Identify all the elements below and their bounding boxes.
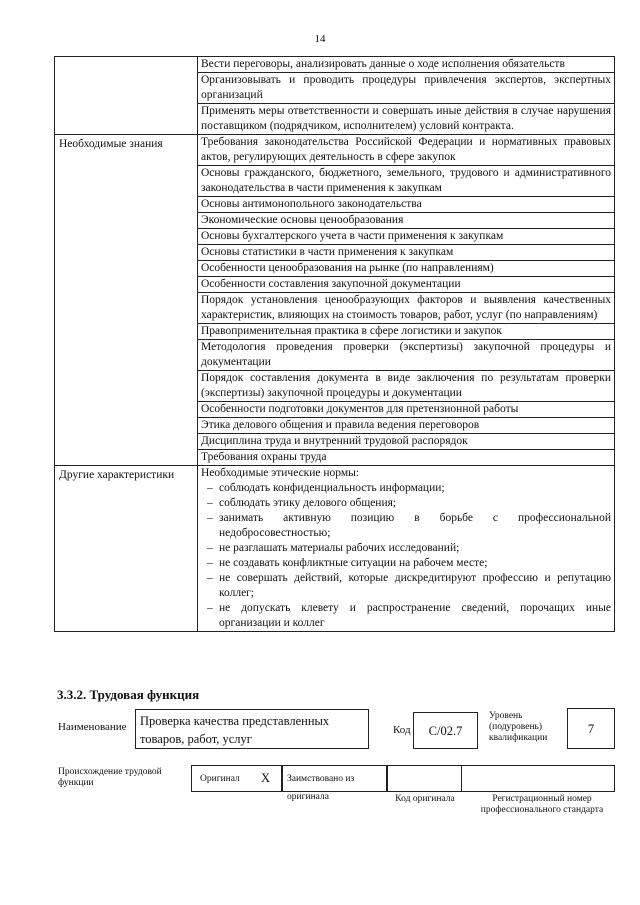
cell-text: Методология проведения проверки (экспертизы) закупочной процедуры и документации [201,341,611,368]
row-cell [198,135,615,166]
list-item-text: не разглашать материалы рабочих исследований; [219,542,460,554]
cell-text: Особенности ценообразования на рынке (по направлениям) [201,262,494,274]
cell-text: Особенности подготовки документов для претензионной работы [201,403,519,415]
code-value: C/02.7 [428,724,463,738]
row-cell [198,229,615,245]
original-box [191,765,282,792]
cell-text: Вести переговоры, анализировать данные о ходе исполнения обязательств [201,58,565,70]
list-item-text: занимать активную позицию в борьбе с профессиональной недобросовестностью; [219,512,611,539]
list-item [201,496,611,511]
ethics-intro: Необходимые этические нормы: [201,467,360,479]
level-value: 7 [587,722,595,736]
list-item [201,571,611,601]
row-cell [198,261,615,277]
row-cell [198,245,615,261]
list-item [201,601,611,631]
code-original-box [387,765,462,792]
row-cell [198,340,615,371]
cell-text: Дисциплина труда и внутренний трудовой распорядок [201,435,468,447]
row-label: Необходимые знания [55,135,198,466]
code-label: Код [393,724,411,736]
original-mark: X [261,771,271,785]
row-cell [198,418,615,434]
cell-text: Требования законодательства Российской Федерации и нормативных правовых актов, регулирующих деятельность в сфере закупок [201,136,611,163]
table-row [55,57,615,73]
row-cell [198,293,615,324]
reg-number-box [461,765,615,792]
dash-icon: – [207,512,213,524]
page-number: 14 [314,33,326,45]
cell-text: Порядок установления ценообразующих факторов и выявления качественных характеристик, влияющих на стоимость товаров, работ, услуг (по направлениям) [201,294,611,321]
row-cell [198,450,615,466]
list-item-text: не создавать конфликтные ситуации на рабочем месте; [219,557,488,569]
cell-text: Этика делового общения и правила ведения переговоров [201,419,480,431]
table-row [55,135,615,166]
row-cell [198,73,615,104]
requirements-table [54,56,615,632]
row-label: Другие характеристики [55,466,198,632]
list-item-text: не совершать действий, которые дискредитируют профессию и репутацию коллег; [219,572,611,599]
row-cell [198,277,615,293]
row-cell [198,197,615,213]
borrowed-label: Заимствовано из оригинала [287,774,355,802]
original-label: Оригинал [200,774,240,784]
reg-number-caption: Регистрационный номер профессионального стандарта [480,794,604,815]
row-cell [198,402,615,418]
cell-text: Особенности составления закупочной документации [201,278,461,290]
dash-icon: – [207,497,213,509]
row-cell [198,324,615,340]
row-cell [198,466,615,632]
cell-text: Основы антимонопольного законодательства [201,198,422,210]
code-original-caption: Код оригинала [395,794,455,804]
list-item [201,556,611,571]
level-box [567,708,615,749]
function-name-box [135,709,369,749]
cell-text: Порядок составления документа в виде заключения по результатам проверки (экспертизы) закупочной процедуры и документации [201,372,611,399]
list-item-text: соблюдать этику делового общения; [219,497,397,509]
list-item-text: соблюдать конфиденциальность информации; [219,482,445,494]
row-cell [198,166,615,197]
list-item-text: не допускать клевету и распространение сведений, порочащих иные организации и коллег [219,602,611,629]
cell-text: Организовывать и проводить процедуры привлечения экспертов, экспертных организаций [201,74,611,101]
cell-text: Применять меры ответственности и совершать иные действия в случае нарушения поставщиком (подрядчиком, исполнителем) условий контракта. [201,105,611,132]
dash-icon: – [207,482,213,494]
dash-icon: – [207,542,213,554]
list-item [201,541,611,556]
cell-text: Основы статистики в части применения к закупкам [201,246,454,258]
function-name: Проверка качества представленных товаров, работ, услуг [140,714,330,746]
dash-icon: – [207,572,213,584]
cell-text: Экономические основы ценообразования [201,214,404,226]
list-item [201,511,611,541]
row-cell [198,371,615,402]
cell-text: Основы бухгалтерского учета в части применения к закупкам [201,230,504,242]
list-item [201,481,611,496]
table-row [55,466,615,632]
origin-label: Происхождение трудовой функции [58,767,162,788]
dash-icon: – [207,602,213,614]
dash-icon: – [207,557,213,569]
code-box [413,712,478,749]
row-cell [198,213,615,229]
borrowed-box [282,765,387,802]
section-title: 3.3.2. Трудовая функция [57,687,200,702]
row-cell [198,57,615,73]
row-cell [198,434,615,450]
cell-text: Основы гражданского, бюджетного, земельного, трудового и административного законодательства в части применения к закупкам [201,167,611,194]
row-cell [198,104,615,135]
cell-text: Требования охраны труда [201,451,327,463]
name-label: Наименование [58,721,127,733]
level-label: Уровень (подуровень) квалификации [489,711,548,743]
cell-text: Правоприменительная практика в сфере логистики и закупок [201,325,502,337]
row-label [55,57,198,135]
